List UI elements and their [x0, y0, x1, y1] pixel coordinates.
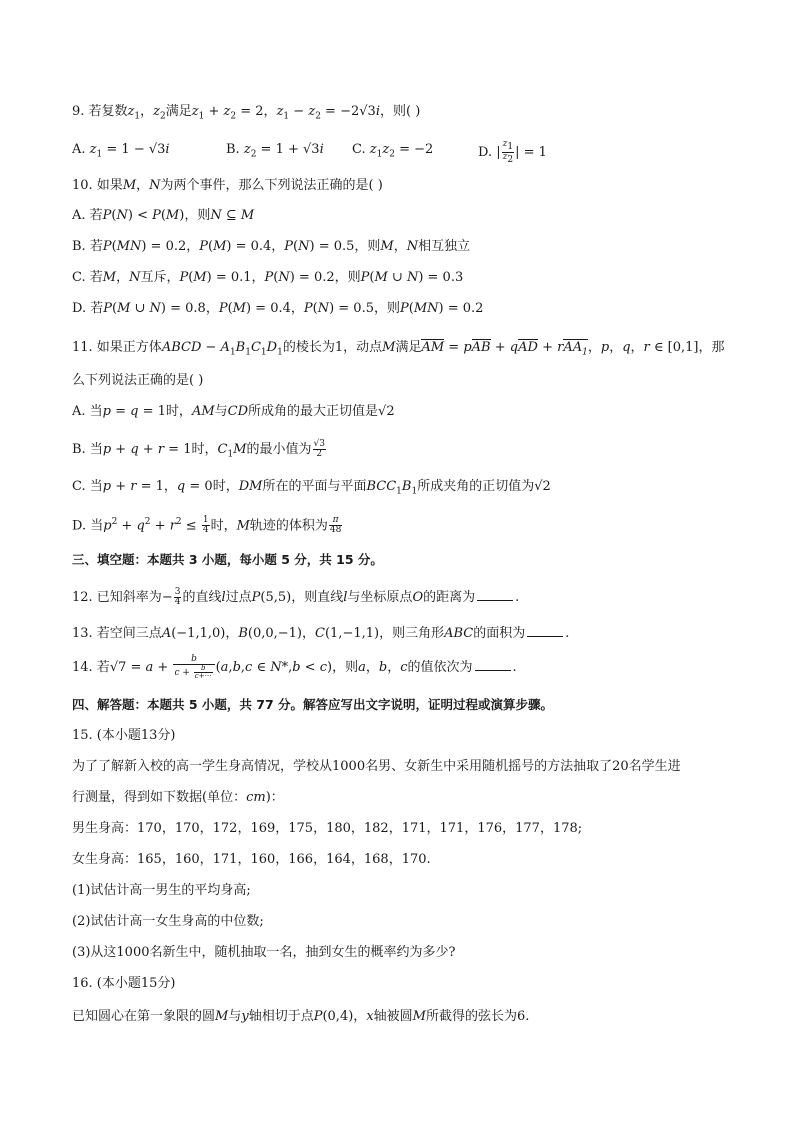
q14: 14. 若√7 = a + b c + $\frac{b}{c+\cdots}$ (a,b,c ∈ N*,b < c)，则a，b，c的值依次为 . [72, 654, 517, 680]
q11-option-b: B. 当p + q + r = 1时，$C_1M$的最小值为 $\frac{√3}{2}$ [72, 439, 325, 460]
q10-option-a: A. 若P(N) < P(M)，则N ⊆ M [72, 208, 255, 223]
q10-option-d: D. 若P(M ∪ N) = 0.8，P(M) = 0.4，P(N) = 0.5，则P(MN) = 0.2 [72, 301, 484, 316]
q11-option-c: C. 当p + r = 1，q = 0时，DM所在的平面与平面$BCC_1B_1$所成夹角的正切值为√2 [72, 479, 551, 497]
q9-option-c: C. $z_1z_2 = -2$ [352, 142, 434, 160]
q11-stem: 11. 如果正方体ABCD − $A_1B_1C_1D_1$的棱长为1，动点M满足AM = pAB + qAD + rAA$_1$，p，q，r ∈ [0,1]，那 [72, 340, 725, 358]
q11-stem-line2: 么下列说法正确的是( ) [72, 373, 204, 388]
q15-male-heights: 男生身高：170，170，172，169，175，180，182，171，171，176，177，178; [72, 821, 583, 836]
q9-option-a: A. $z_1 = 1 - √3i$ [72, 142, 170, 160]
q9-option-b: B. $z_2 = 1 + √3i$ [226, 142, 324, 160]
q16-heading: 16. (本小题15分) [72, 976, 176, 991]
q10-stem: 10. 如果M，N为两个事件，那么下列说法正确的是( ) [72, 178, 383, 193]
q13: 13. 若空间三点A(−1,1,0)，B(0,0,−1)，C(1,−1,1)，则三角形ABC的面积为 . [72, 622, 569, 644]
q15-subquestion-2: (2)试估计高一女生身高的中位数; [72, 914, 264, 929]
q11-option-a: A. 当p = q = 1时，AM与CD所成角的最大正切值是√2 [72, 404, 395, 419]
q15-subquestion-3: (3)从这1000名新生中，随机抽取一名，抽到女生的概率约为多少? [72, 945, 456, 960]
q15-heading: 15. (本小题13分) [72, 728, 176, 743]
q14-answer-blank [475, 656, 511, 671]
q11-option-d: D. 当$p^2 + q^2 + r^2$ ≤ $\frac{1}{4}$ 时，M轨迹的体积为 $\frac{\pi}{48}$ [72, 515, 342, 536]
q10-option-c: C. 若M，N互斥，P(M) = 0.1，P(N) = 0.2，则P(M ∪ N) = 0.3 [72, 270, 464, 285]
section-3-heading: 三、填空题：本题共 3 小题，每小题 5 分，共 15 分。 [72, 552, 383, 567]
q16-paragraph-1: 已知圆心在第一象限的圆M与y轴相切于点P(0,4)，x轴被圆M所截得的弦长为6. [72, 1009, 530, 1024]
q15-paragraph-2: 行测量，得到如下数据(单位：cm)： [72, 790, 284, 805]
q10-option-b: B. 若P(MN) = 0.2，P(M) = 0.4，P(N) = 0.5，则M，N相互独立 [72, 239, 471, 254]
q13-answer-blank [527, 622, 563, 637]
section-4-heading: 四、解答题：本题共 5 小题，共 77 分。解答应写出文字说明，证明过程或演算步骤。 [72, 697, 554, 712]
q15-female-heights: 女生身高：165，160，171，160，166，164，168，170. [72, 852, 431, 867]
q9-stem: 9. 若复数$z_1$，$z_2$满足$z_1 + z_2 = 2$，$z_1 - z_2 = -2√3i$，则( ) [72, 104, 421, 122]
q12: 12. 已知斜率为− $\frac{3}{4}$ 的直线l过点P(5,5)，则直线l与坐标原点O的距离为 . [72, 587, 520, 607]
q15-paragraph-1: 为了了解新入校的高一学生身高情况，学校从1000名男、女新生中采用随机摇号的方法抽取了20名学生进 [72, 759, 681, 774]
q9-option-d: D. | $\frac{z_1}{z_2}$ | = 1 [478, 139, 547, 165]
q15-subquestion-1: (1)试估计高一男生的平均身高; [72, 883, 251, 898]
q12-answer-blank [477, 586, 513, 601]
